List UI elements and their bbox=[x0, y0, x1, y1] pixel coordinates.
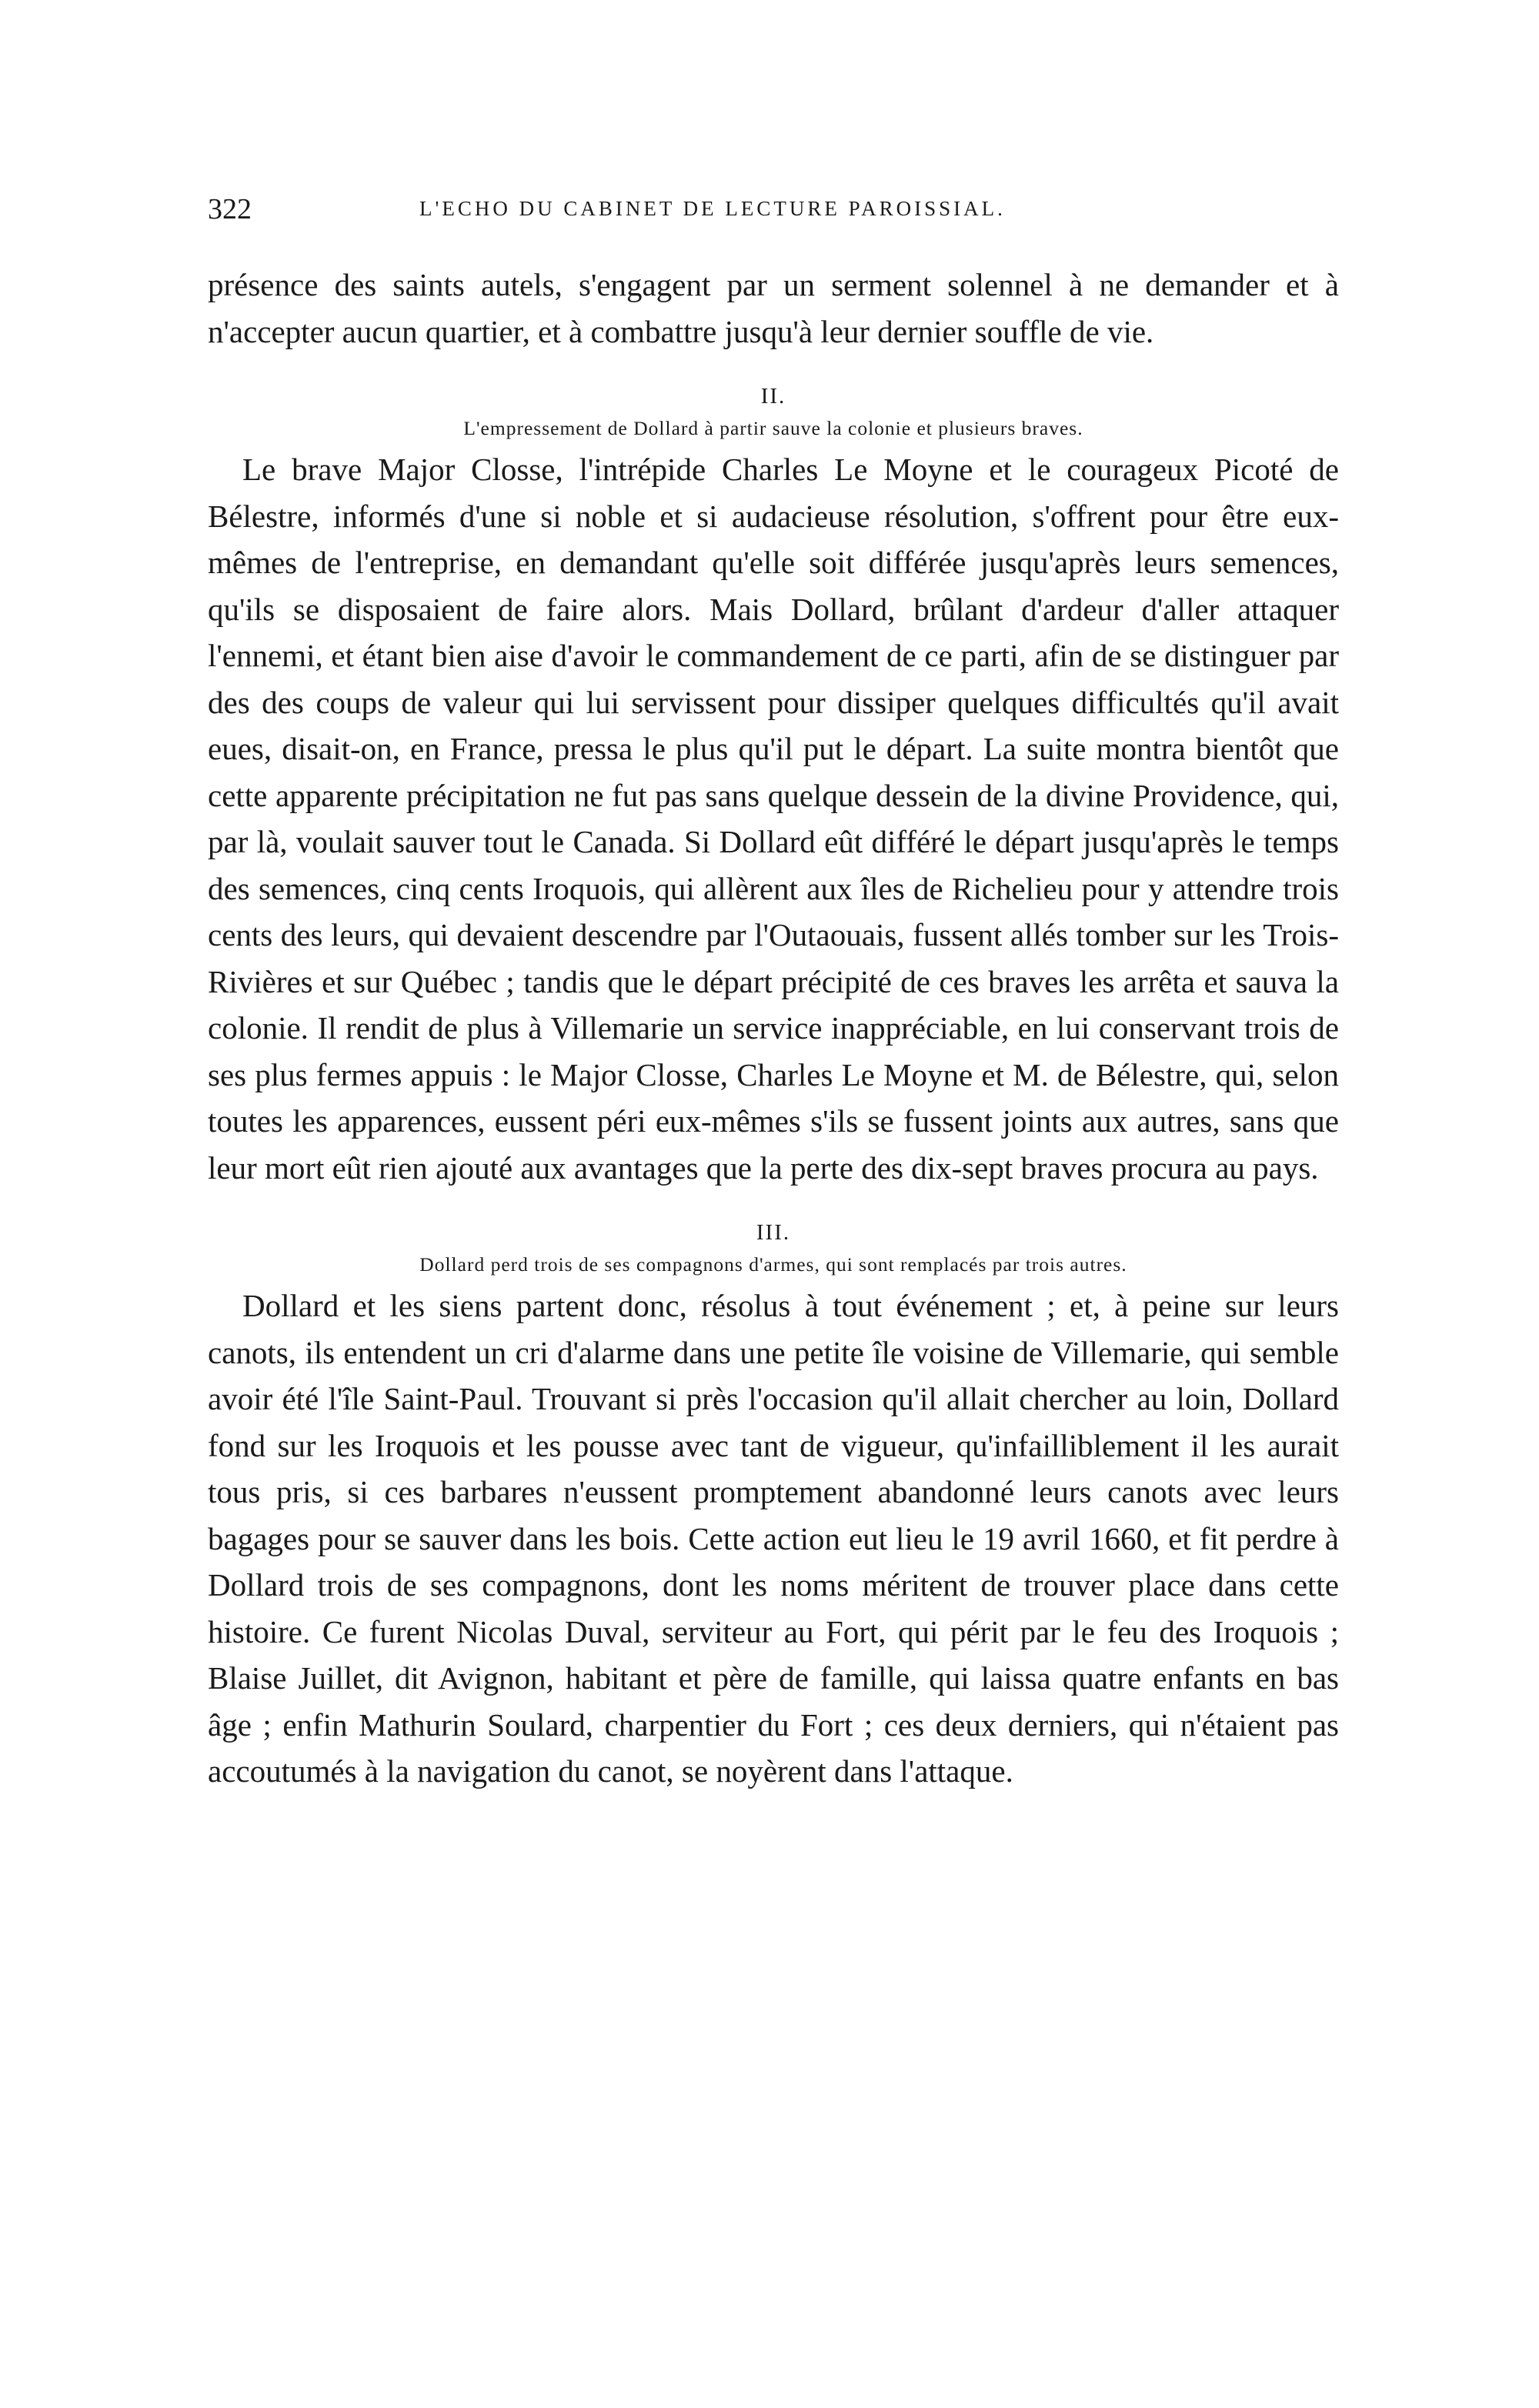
section-caption: L'empressement de Dollard à partir sauve la colonie et plusieurs braves. bbox=[463, 417, 1083, 439]
running-title: L'ECHO DU CABINET DE LECTURE PAROISSIAL. bbox=[419, 197, 1006, 220]
page-number: 322 bbox=[208, 193, 252, 225]
section-caption: Dollard perd trois de ses compagnons d'armes, qui sont remplacés par trois autres. bbox=[419, 1253, 1127, 1276]
section-iii bbox=[208, 1220, 1339, 1795]
section-ii bbox=[208, 384, 1339, 1191]
section-number: II. bbox=[760, 384, 786, 409]
section-paragraph: Dollard et les siens partent donc, résolus à tout événement ; et, à peine sur leurs canots, ils entendent un cri d'alarme dans une petite île voisine de Villemarie, qui semble avoir été l'île Saint-Paul. Trouvant si près l'occasion qu'il allait chercher au loin, Dollard fond sur les Iroquois et les pousse avec tant de vigueur, qu'infailliblement il les aurait tous pris, si ces barbares n'eussent promptement abandonné leurs canots avec leurs bagages pour se sauver dans les bois. Cette action eut lieu le 19 avril 1660, et fit perdre à Dollard trois de ses compagnons, dont les noms méritent de trouver place dans cette histoire. Ce furent Nicolas Duval, serviteur au Fort, qui périt par le feu des Iroquois ; Blaise Juillet, dit Avignon, habitant et père de famille, qui laissa quatre enfants en bas âge ; enfin Mathurin Soulard, charpentier du Fort ; ces deux derniers, qui n'étaient pas accoutumés à la navigation du canot, se noyèrent dans l'attaque. bbox=[208, 1288, 1339, 1789]
opening-paragraph: présence des saints autels, s'engagent par un serment solennel à ne demander et à n'accepter aucun quartier, et à combattre jusqu'à leur dernier souffle de vie. bbox=[208, 267, 1339, 349]
section-number: III. bbox=[756, 1220, 791, 1245]
section-paragraph: Le brave Major Closse, l'intrépide Charles Le Moyne et le courageux Picoté de Bélestre, informés d'une si noble et si audacieuse résolution, s'offrent pour être eux-mêmes de l'entreprise, en demandant qu'elle soit différée jusqu'après leurs semences, qu'ils se disposaient de faire alors. Mais Dollard, brûlant d'ardeur d'aller attaquer l'ennemi, et étant bien aise d'avoir le commandement de ce parti, afin de se distinguer par des des coups de valeur qui lui servissent pour dissiper quelques difficultés qu'il avait eues, disait-on, en France, pressa le plus qu'il put le départ. La suite montra bientôt que cette apparente précipitation ne fut pas sans quelque dessein de la divine Providence, qui, par là, voulait sauver tout le Canada. Si Dollard eût différé le départ jusqu'après le temps des semences, cinq cents Iroquois, qui allèrent aux îles de Richelieu pour y attendre trois cents des leurs, qui devaient descendre par l'Outaouais, fussent allés tomber sur les Trois-Rivières et sur Québec ; tandis que le départ précipité de ces braves les arrêta et sauva la colonie. Il rendit de plus à Villemarie un service inappréciable, en lui conservant trois de ses plus fermes appuis : le Major Closse, Charles Le Moyne et M. de Bélestre, qui, selon toutes les apparences, eussent péri eux-mêmes s'ils se fussent joints aux autres, sans que leur mort eût rien ajouté aux avantages que la perte des dix-sept braves procura au pays. bbox=[208, 452, 1339, 1186]
book-page bbox=[208, 192, 1339, 1795]
running-header bbox=[208, 192, 1339, 238]
